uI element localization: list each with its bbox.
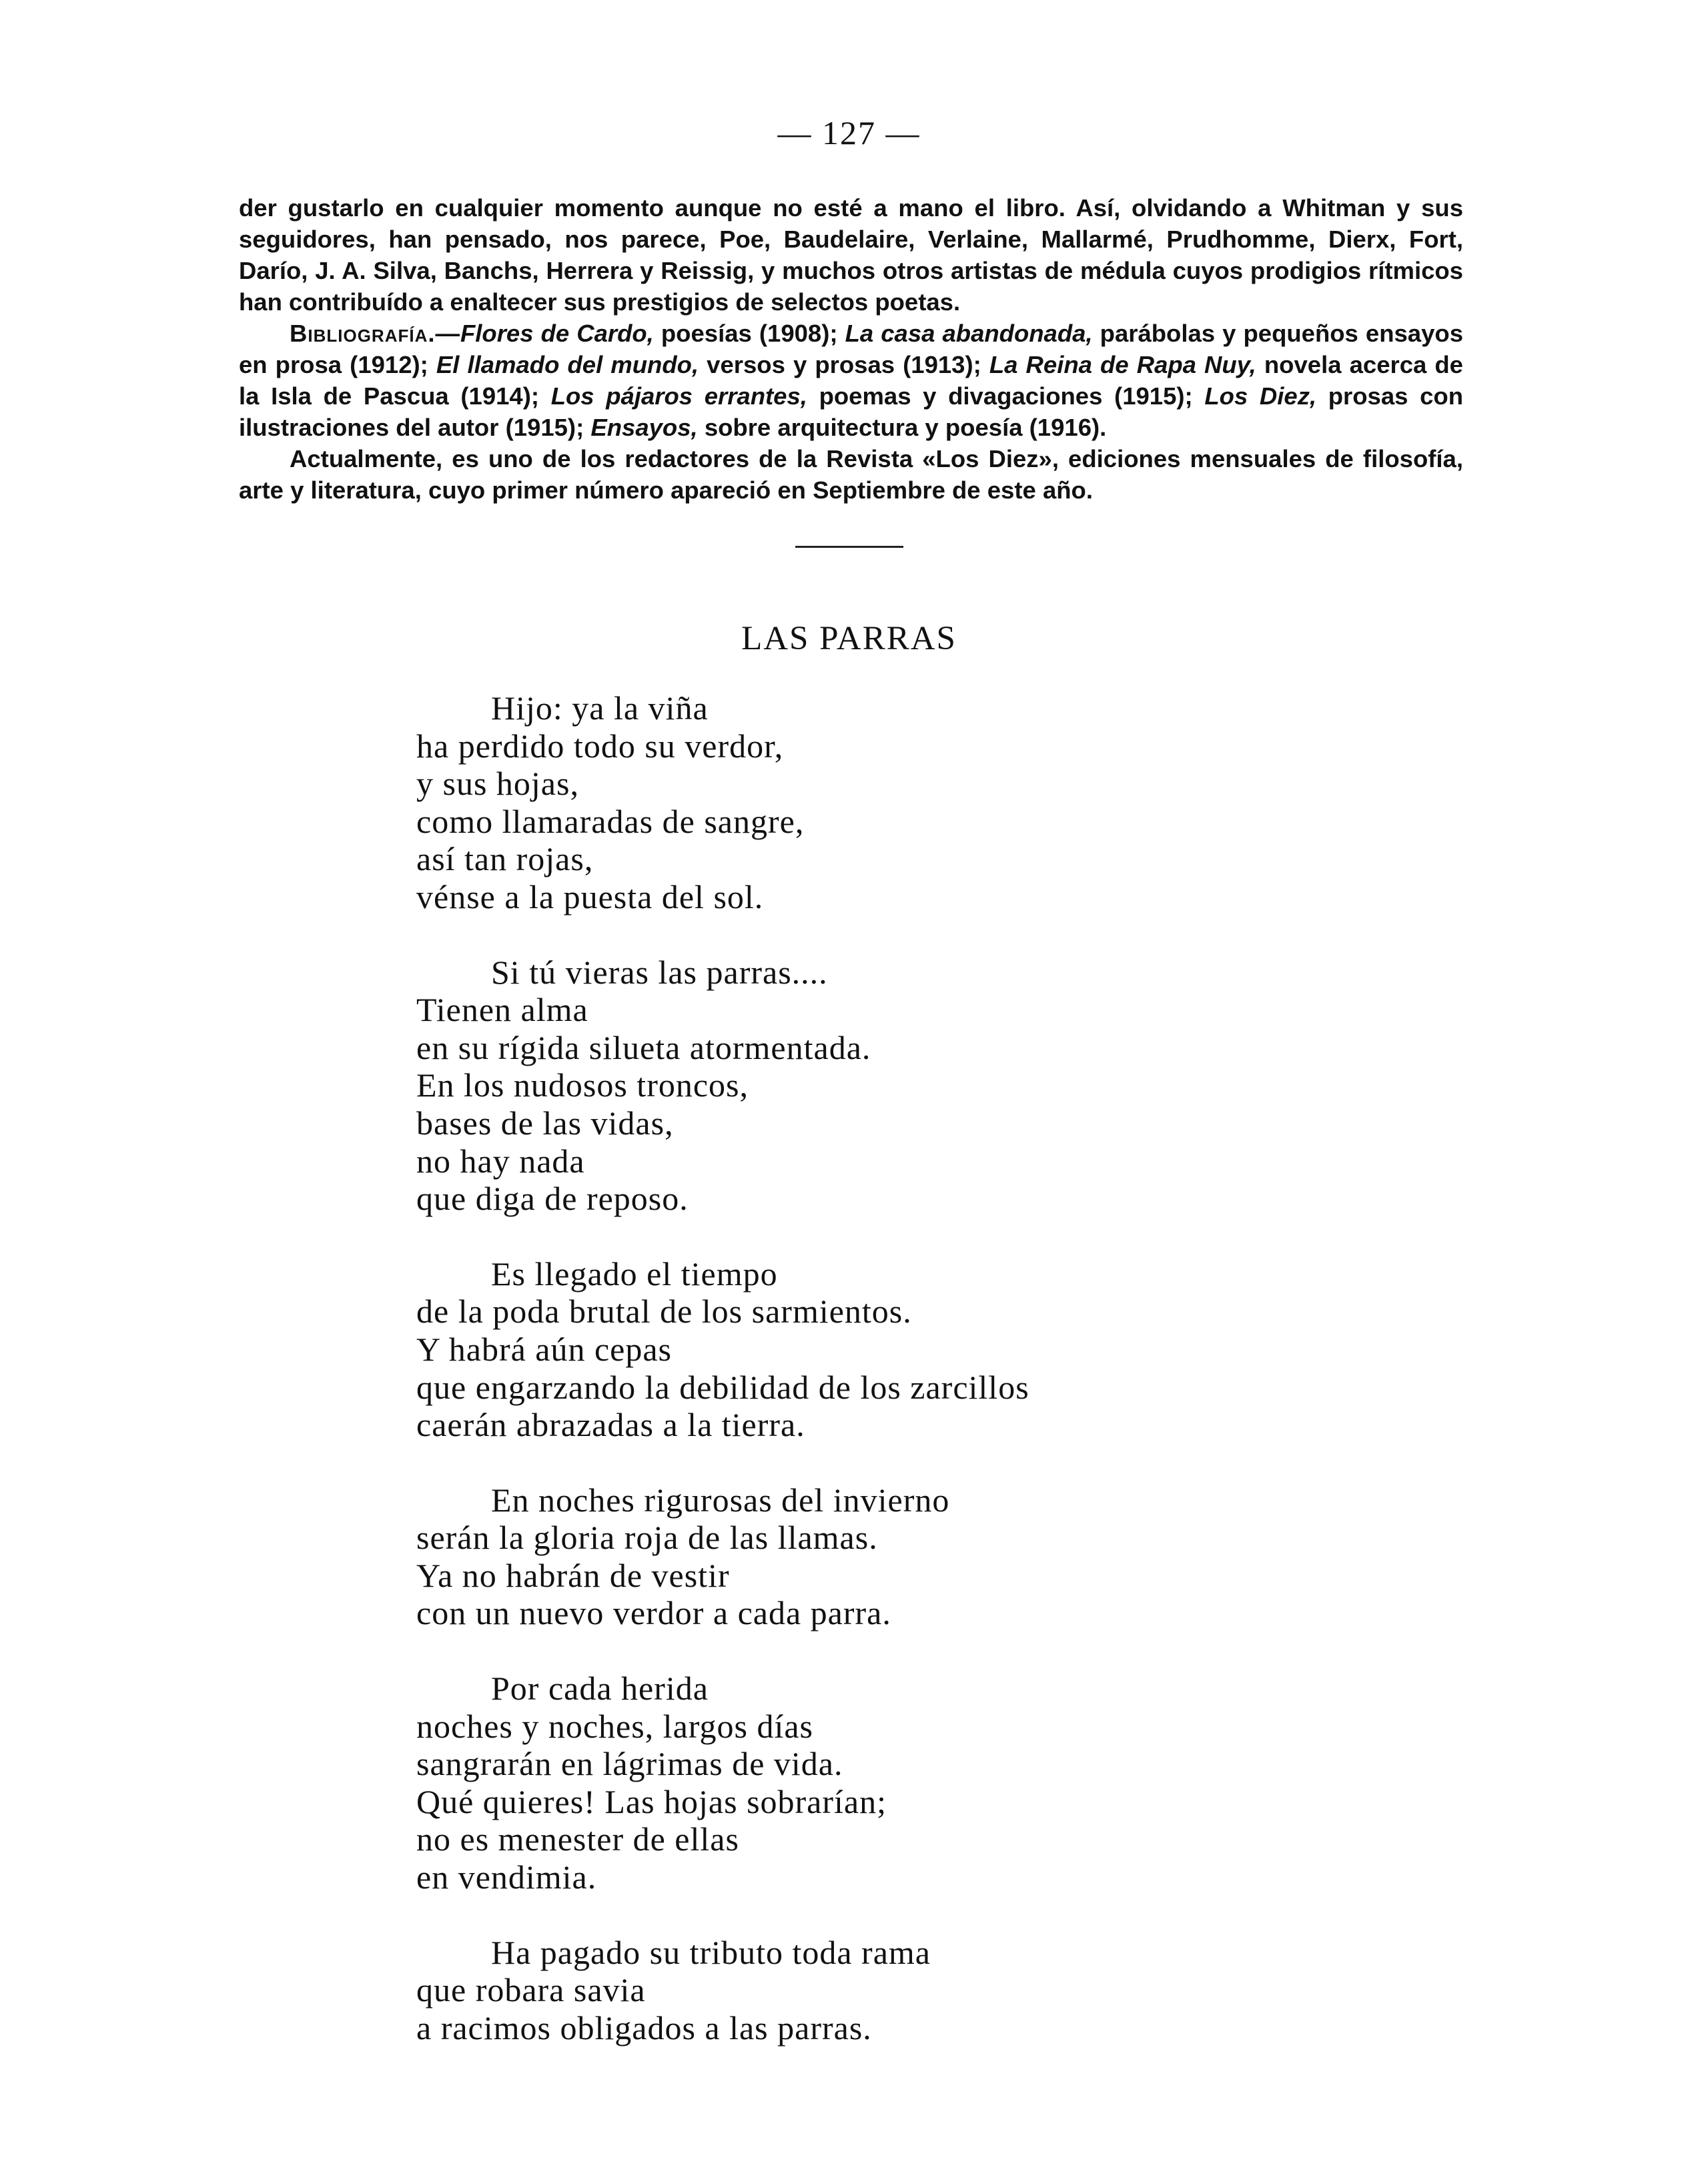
book-title: Los pájaros errantes,: [550, 382, 807, 410]
book-title: Ensayos,: [590, 414, 698, 441]
section-divider: [795, 546, 903, 548]
verse-line: que robara savia: [416, 1971, 646, 2009]
verse-line: caerán abrazadas a la tierra.: [416, 1406, 805, 1444]
book-title: Los Diez,: [1204, 382, 1317, 410]
page-number: — 127 —: [777, 114, 921, 151]
book-description: parábolas y pequeños ensayos en prosa (1912);: [239, 320, 1463, 378]
stanza: [416, 1481, 1417, 1632]
verse-line: en su rígida silueta atormentada.: [416, 1028, 871, 1066]
book-description: poemas y divagaciones (1915);: [807, 382, 1205, 410]
verse-line: En los nudosos troncos,: [416, 1066, 749, 1104]
verse-line: En noches rigurosas del invierno: [491, 1481, 950, 1519]
book-title: La casa abandonada,: [845, 320, 1093, 347]
bio-paragraph: der gustarlo en cualquier momento aunque no esté a mano el libro. Así, olvidando a Whitman y sus seguidores, han pensado, nos parece, Poe, Baudelaire, Verlaine, Mallarmé, Prudhomme, Dierx, Fort, Darío, J. A. Silva, Banchs, Herrera y Reissig, y muchos otros artistas de médula cuyos prodigios rítmicos han contribuído a enaltecer sus prestigios de selectos poetas.: [239, 194, 1463, 316]
verse-line: en vendimia.: [416, 1858, 597, 1896]
book-description: prosas con ilustraciones del autor (1915);: [239, 382, 1463, 441]
stanza: [416, 1934, 1417, 2047]
verse-line: no hay nada: [416, 1142, 585, 1180]
verse-line: Y habrá aún cepas: [416, 1330, 673, 1368]
book-title: El llamado del mundo,: [436, 351, 699, 378]
bibliography-label: Bibliografía.—: [290, 320, 460, 347]
poem-body: [416, 689, 1417, 2084]
book-description: poesías (1908);: [653, 320, 845, 347]
verse-line: Tienen alma: [416, 991, 588, 1029]
verse-line: Hijo: ya la viña: [491, 689, 709, 727]
verse-line: serán la gloria roja de las llamas.: [416, 1519, 878, 1557]
verse-line: de la poda brutal de los sarmientos.: [416, 1293, 912, 1331]
verse-line: Si tú vieras las parras....: [491, 953, 828, 991]
verse-line: noches y noches, largos días: [416, 1707, 814, 1745]
verse-line: así tan rojas,: [416, 840, 594, 878]
verse-line: Ha pagado su tributo toda rama: [491, 1933, 931, 1971]
book-description: sobre arquitectura y poesía (1916).: [697, 414, 1107, 441]
bibliography-paragraph: [239, 318, 1463, 443]
book-description: versos y prosas (1913);: [699, 351, 989, 378]
verse-line: vénse a la puesta del sol.: [416, 877, 764, 916]
verse-line: bases de las vidas,: [416, 1104, 674, 1142]
book-title: La Reina de Rapa Nuy,: [989, 351, 1256, 378]
biography-section: [239, 192, 1463, 506]
current-activity-paragraph: Actualmente, es uno de los redactores de la Revista «Los Diez», ediciones mensuales de filosofía, arte y literatura, cuyo primer número apareció en Septiembre de este año.: [239, 445, 1463, 504]
verse-line: que engarzando la debilidad de los zarcillos: [416, 1368, 1029, 1406]
verse-line: y sus hojas,: [416, 765, 579, 803]
verse-line: Qué quieres! Las hojas sobrarían;: [416, 1782, 887, 1820]
stanza: [416, 1255, 1417, 1444]
verse-line: sangrarán en lágrimas de vida.: [416, 1745, 843, 1783]
verse-line: Es llegado el tiempo: [491, 1254, 778, 1293]
stanza: [416, 1670, 1417, 1896]
verse-line: que diga de reposo.: [416, 1180, 689, 1218]
verse-line: Por cada herida: [491, 1670, 709, 1708]
verse-line: ha perdido todo su verdor,: [416, 727, 784, 765]
stanza: [416, 689, 1417, 916]
verse-line: a racimos obligados a las parras.: [416, 2009, 872, 2047]
stanza: [416, 954, 1417, 1218]
verse-line: no es menester de ellas: [416, 1820, 739, 1858]
poem-title: LAS PARRAS: [741, 620, 957, 657]
book-description: novela acerca de la Isla de Pascua (1914);: [239, 351, 1463, 410]
verse-line: Ya no habrán de vestir: [416, 1556, 730, 1594]
verse-line: como llamaradas de sangre,: [416, 802, 805, 840]
verse-line: con un nuevo verdor a cada parra.: [416, 1594, 891, 1632]
book-title: Flores de Cardo,: [460, 320, 654, 347]
